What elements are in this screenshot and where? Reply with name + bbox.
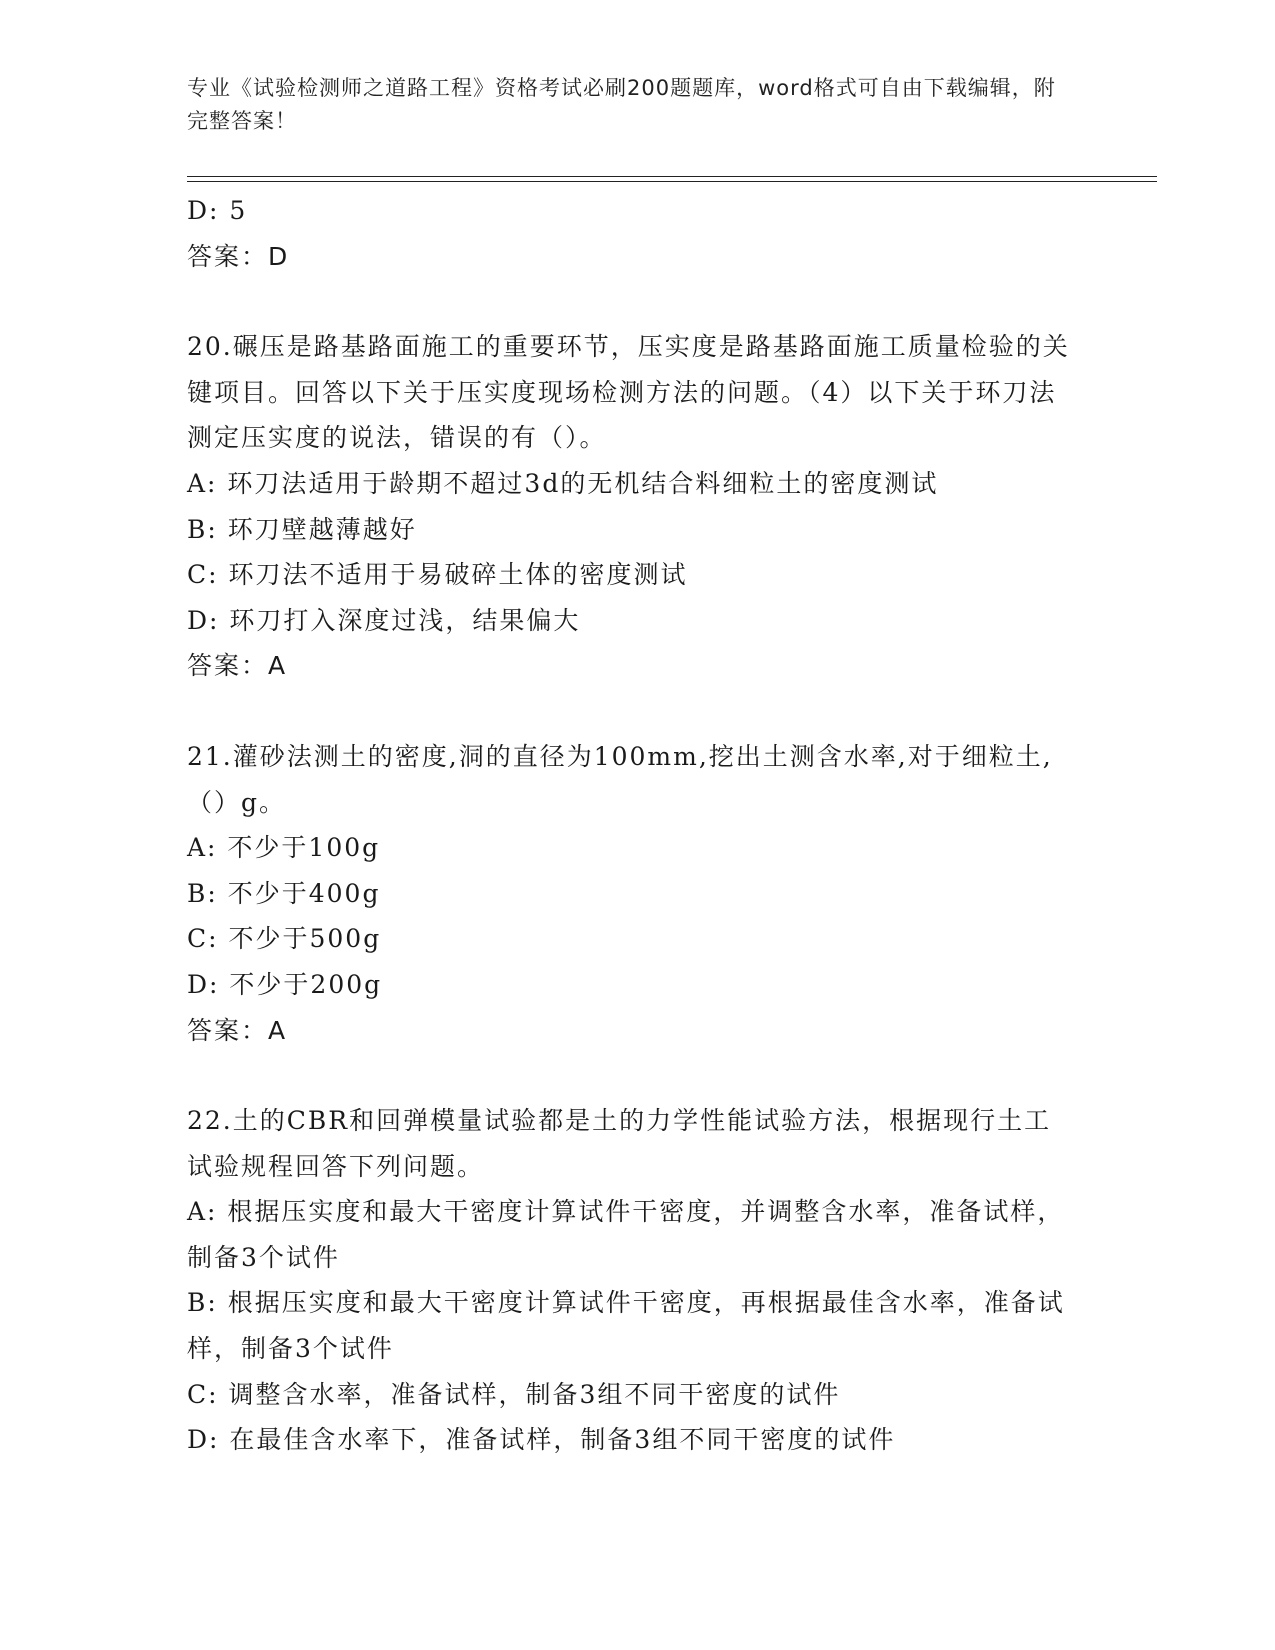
answer: 答案：A xyxy=(187,651,288,681)
question-content xyxy=(187,188,1087,1463)
option-b: B: 根据压实度和最大干密度计算试件干密度，再根据最佳含水率，准备试样，制备3个试件 xyxy=(187,1288,1065,1364)
option-d: D: 不少于200g xyxy=(187,969,383,999)
option-d: D: 环刀打入深度过浅，结果偏大 xyxy=(187,605,581,635)
header-rule-top xyxy=(187,176,1157,177)
header-rule-bottom xyxy=(187,181,1157,182)
option-c: C: 环刀法不适用于易破碎土体的密度测试 xyxy=(187,560,688,590)
spacer xyxy=(187,279,1087,324)
option-b: B: 不少于400g xyxy=(187,878,381,908)
option-b: B: 环刀壁越薄越好 xyxy=(187,514,417,544)
question-20 xyxy=(187,324,1087,689)
option-a: A: 根据压实度和最大干密度计算试件干密度，并调整含水率，准备试样，制备3个试件 xyxy=(187,1197,1065,1272)
question-21 xyxy=(187,734,1087,1053)
option-a: A: 环刀法适用于龄期不超过3d的无机结合料细粒土的密度测试 xyxy=(187,468,939,498)
question-stem: 20.碾压是路基路面施工的重要环节，压实度是路基路面施工质量检验的关键项目。回答以下关于压实度现场检测方法的问题。（4）以下关于环刀法测定压实度的说法，错误的有（）。 xyxy=(187,332,1070,453)
option-a: A: 不少于100g xyxy=(187,833,381,863)
page-header: 专业《试验检测师之道路工程》资格考试必刷200题题库，word格式可自由下载编辑，附完整答案！ xyxy=(187,76,1056,133)
answer: 答案：A xyxy=(187,1015,288,1045)
question-stem: 22.土的CBR和回弹模量试验都是土的力学性能试验方法，根据现行土工试验规程回答下列问题。 xyxy=(187,1106,1052,1181)
question-22 xyxy=(187,1098,1087,1463)
option-c: C: 不少于500g xyxy=(187,924,382,954)
option-d: D: 在最佳含水率下，准备试样，制备3组不同干密度的试件 xyxy=(187,1425,896,1455)
prev-answer: 答案：D xyxy=(187,241,290,271)
option-c: C: 调整含水率，准备试样，制备3组不同干密度的试件 xyxy=(187,1379,841,1409)
question-stem: 21.灌砂法测土的密度,洞的直径为100mm,挖出土测含水率,对于细粒土,（）g。 xyxy=(187,741,1053,817)
spacer xyxy=(187,1053,1087,1098)
prev-option-d: D: 5 xyxy=(187,196,248,225)
spacer xyxy=(187,689,1087,734)
